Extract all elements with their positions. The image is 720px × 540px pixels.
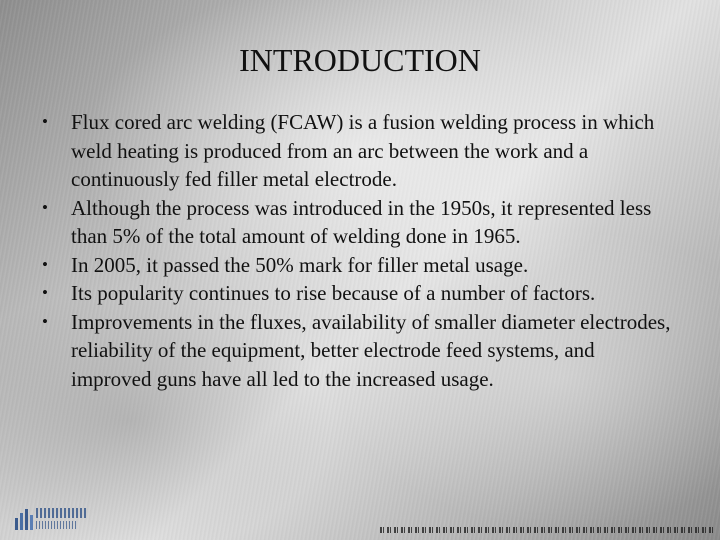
bullet-item [40, 194, 680, 251]
bullet-list [40, 108, 680, 393]
logo-bars-icon [14, 508, 34, 530]
bullet-item [40, 108, 680, 194]
bullet-marker: • [42, 197, 48, 217]
logo-wordmark [36, 508, 88, 518]
bullet-text: Its popularity continues to rise because of a number of factors. [71, 281, 596, 305]
footer-watermark [380, 527, 714, 533]
bullet-item [40, 308, 680, 394]
bullet-marker: • [42, 112, 48, 131]
bullet-marker: • [42, 283, 48, 302]
bullet-item [40, 251, 680, 280]
bullet-text: Although the process was introduced in the 1950s, it represented less than 5% of the total amount of welding done in 1965. [71, 195, 652, 248]
bullet-text: Flux cored arc welding (FCAW) is a fusion welding process in which weld heating is produced from an arc between the work and a continuously fed filler metal electrode. [71, 110, 655, 191]
bullet-marker: • [42, 311, 48, 331]
institution-logo-icon [14, 506, 88, 534]
slide-title: INTRODUCTION [239, 42, 481, 78]
bullet-text: Improvements in the fluxes, availability of smaller diameter electrodes, reliability of the equipment, better electrode feed systems, and improved guns have all led to the increased usage. [71, 309, 671, 391]
bullet-item [40, 279, 680, 308]
bullet-text: In 2005, it passed the 50% mark for filler metal usage. [71, 252, 529, 277]
logo-wordmark-sub [36, 521, 76, 529]
bullet-marker: • [42, 254, 48, 274]
